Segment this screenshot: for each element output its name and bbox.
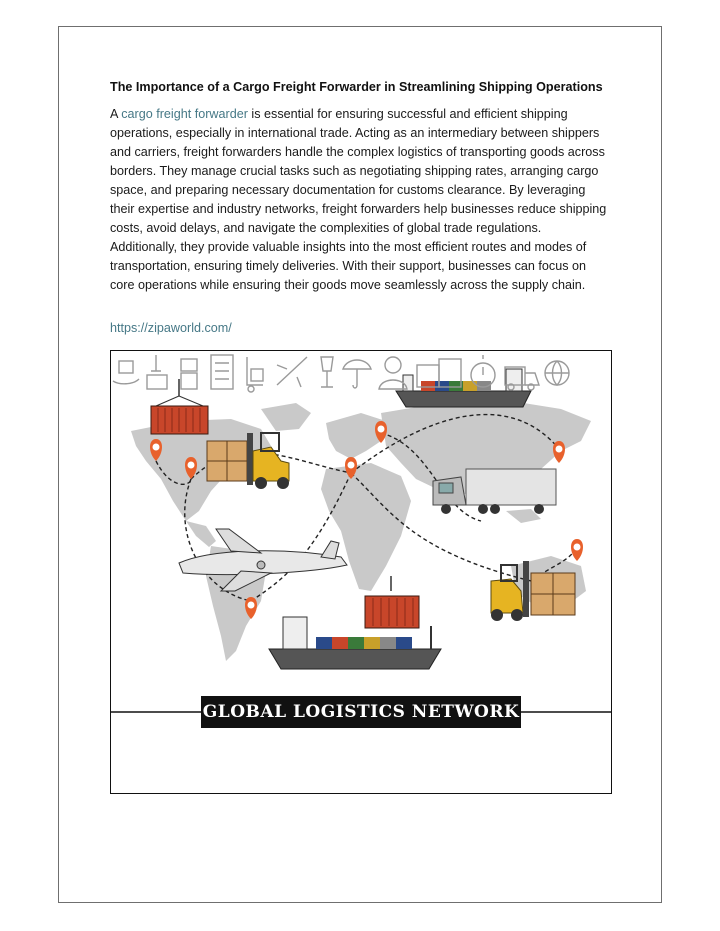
logistics-icons-row xyxy=(111,351,571,395)
body-paragraph xyxy=(110,105,610,295)
global-logistics-banner: GLOBAL LOGISTICS NETWORK xyxy=(201,696,521,728)
global-logistics-illustration xyxy=(110,350,612,794)
parcel-stack-icon xyxy=(181,359,197,389)
document-title: The Importance of a Cargo Freight Forwarder in Streamlining Shipping Operations xyxy=(110,80,603,94)
paragraph-lead: A xyxy=(110,107,122,121)
forklift-boxes-icon xyxy=(207,433,289,489)
stopwatch-icon xyxy=(471,355,495,387)
globe-icon xyxy=(545,361,569,385)
container-boxes-icon xyxy=(417,359,461,387)
pin-icon xyxy=(571,539,583,561)
checklist-icon xyxy=(211,355,233,389)
hand-truck-icon xyxy=(247,357,263,392)
support-agent-icon xyxy=(379,357,407,389)
zipaworld-url-link[interactable]: https://zipaworld.com/ xyxy=(110,321,232,335)
hands-package-icon xyxy=(113,361,139,384)
airplane-icon xyxy=(277,357,307,387)
fragile-glass-icon xyxy=(321,357,333,387)
crane-container-icon xyxy=(147,355,167,389)
pin-icon xyxy=(553,441,565,463)
umbrella-icon xyxy=(343,360,371,388)
delivery-truck-icon xyxy=(505,367,539,390)
paragraph-body: is essential for ensuring successful and efficient shipping operations, especially in international trade. Acting as an intermediary between shippers and carriers, freight forwarders handle the complex logistics of transporting goods across borders. They manage crucial tasks such as negotiating shipping rates, arranging cargo space, and preparing necessary documentation for customs clearance. By leveraging their expertise and industry networks, freight forwarders help businesses reduce shipping costs, avoid delays, and navigate the complexities of global trade regulations. Additionally, they provide valuable insights into the most efficient routes and modes of transportation, ensuring timely deliveries. With their support, businesses can focus on core operations while ensuring their goods move seamlessly across the supply chain. xyxy=(110,107,607,292)
cargo-freight-forwarder-link[interactable]: cargo freight forwarder xyxy=(121,107,248,121)
world-map xyxy=(131,401,591,661)
